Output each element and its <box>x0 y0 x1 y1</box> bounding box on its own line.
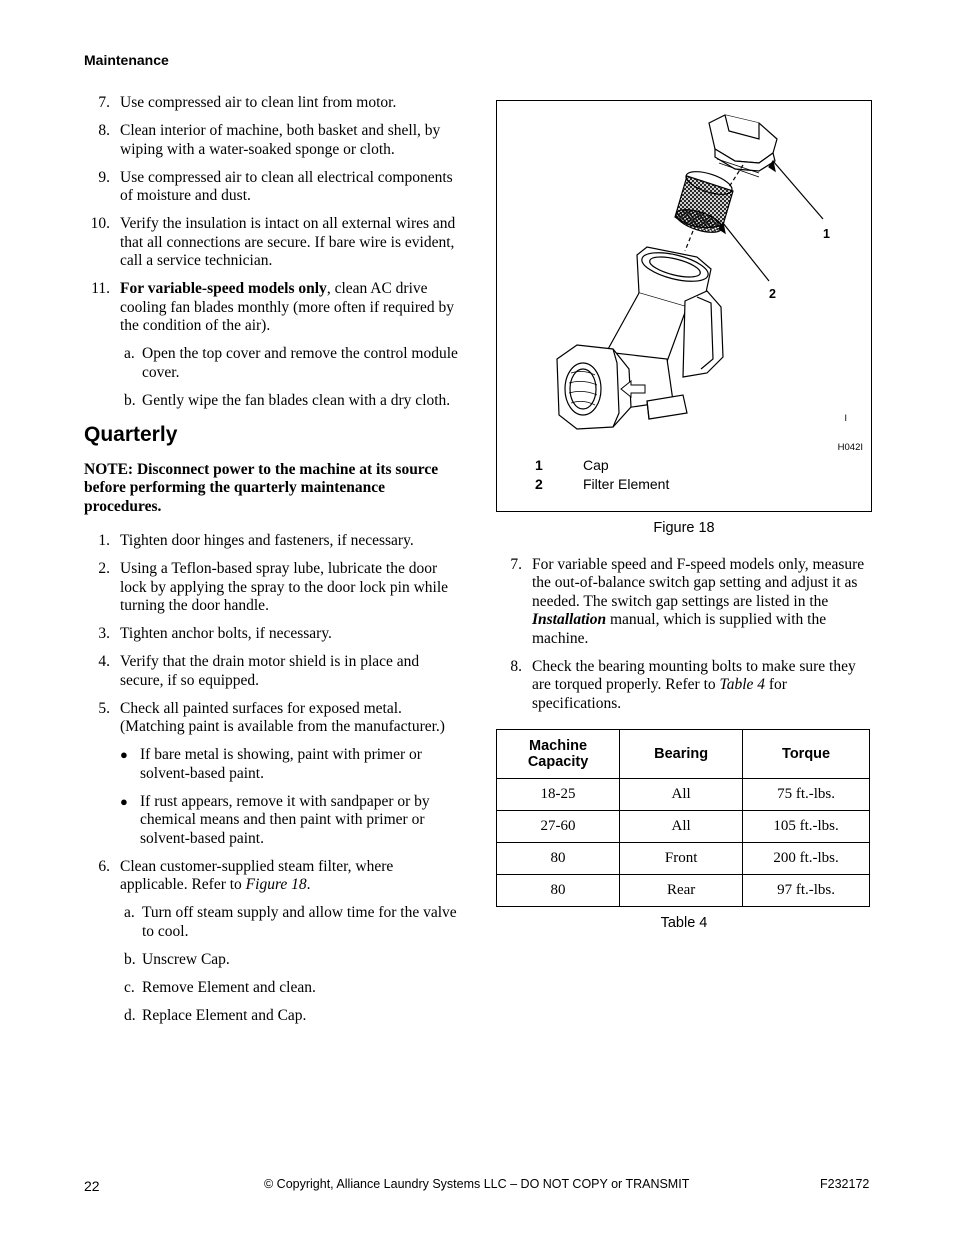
installation-manual-reference: Installation <box>532 611 607 628</box>
q-step-6-sub-d: d. Replace Element and Cap. <box>124 1006 307 1024</box>
monthly-steps-list <box>84 94 464 410</box>
col-header-capacity: Machine Capacity <box>497 730 620 779</box>
col-header-bearing: Bearing <box>620 730 743 779</box>
q-step-6-sub-b: b. Unscrew Cap. <box>124 950 230 968</box>
figure-id: H042I <box>837 442 863 453</box>
table-row: 27-60 All 105 ft.-lbs. <box>497 811 870 843</box>
document-id: F232172 <box>820 1177 870 1191</box>
legend-row: 2 Filter Element <box>535 476 670 492</box>
step-11: 11. For variable-speed models only, clean AC drive cooling fan blades monthly (more often if required by the condition of the air). <box>91 280 455 334</box>
table-reference-link[interactable]: Table 4 <box>719 676 766 693</box>
copyright-notice: © Copyright, Alliance Laundry Systems LLC – DO NOT COPY or TRANSMIT <box>264 1177 690 1191</box>
table-row: 18-25 All 75 ft.-lbs. <box>497 779 870 811</box>
table-header-row <box>497 730 870 779</box>
bullet-icon: ● <box>120 747 128 762</box>
col-header-torque: Torque <box>743 730 870 779</box>
q-step-6: 6. Clean customer-supplied steam filter, where applicable. Refer to Figure 18. <box>98 857 394 893</box>
step-10: 10. Verify the insulation is intact on all external wires and that all connections are secure. If bare wire is evident, call a service technician. <box>90 215 456 269</box>
q-step-6-sub-a: a. Turn off steam supply and allow time for the valve to cool. <box>124 904 457 940</box>
q-step-5-bullet-2: ● If rust appears, remove it with sandpaper or by chemical means and then paint with primer or solvent-based paint. <box>120 792 430 847</box>
callout-1: 1 <box>823 227 830 241</box>
q-step-3: 3. Tighten anchor bolts, if necessary. <box>98 625 332 642</box>
steam-filter-illustration <box>497 101 871 451</box>
figure-caption: Figure 18 <box>653 520 715 536</box>
step-11-sub-b: b. Gently wipe the fan blades clean with a dry cloth. <box>124 391 451 409</box>
q-step-1: 1. Tighten door hinges and fasteners, if necessary. <box>98 532 414 549</box>
q-step-5: 5. Check all painted surfaces for exposed metal. (Matching paint is available from the manufacturer.) <box>98 699 445 735</box>
step-11-emphasis: For variable-speed models only <box>120 280 327 297</box>
figure-tick-mark: I <box>844 413 847 423</box>
step-8: 8. Clean interior of machine, both basket and shell, by wiping with a water-soaked sponge or cloth. <box>98 122 441 158</box>
figure-18-box <box>496 100 872 512</box>
step-11-sub-a: a. Open the top cover and remove the control module cover. <box>124 345 458 381</box>
right-column <box>496 100 874 933</box>
r-step-8: 8. Check the bearing mounting bolts to make sure they are torqued properly. Refer to Table 4 for specifications. <box>510 657 856 712</box>
q-step-6-sub-c: c. Remove Element and clean. <box>124 978 316 996</box>
table-caption: Table 4 <box>660 915 708 931</box>
quarterly-steps-list <box>84 532 464 1025</box>
figure-legend <box>535 456 669 494</box>
cap-part <box>709 115 777 177</box>
q-step-4: 4. Verify that the drain motor shield is in place and secure, if so equipped. <box>98 653 420 689</box>
step-9: 9. Use compressed air to clean all electrical components of moisture and dust. <box>98 168 453 204</box>
r-step-7: 7. For variable speed and F-speed models only, measure the out-of-balance switch gap setting and adjust it as needed. The switch gap settings are listed in the Installation manual, which is supplied with the machine. <box>510 555 865 647</box>
bullet-icon: ● <box>120 793 128 809</box>
section-header: Maintenance <box>84 52 169 68</box>
table-row: 80 Front 200 ft.-lbs. <box>497 843 870 875</box>
callout-2: 2 <box>769 287 776 301</box>
table-row: 80 Rear 97 ft.-lbs. <box>497 875 870 907</box>
left-column <box>84 94 464 1035</box>
valve-body <box>557 247 723 429</box>
legend-row: 1 Cap <box>535 457 609 473</box>
safety-note: NOTE: Disconnect power to the machine at its source before performing the quarterly maintenance procedures. <box>84 460 439 515</box>
page-number: 22 <box>84 1178 100 1194</box>
step-7: 7. Use compressed air to clean lint from motor. <box>98 94 397 111</box>
quarterly-heading: Quarterly <box>84 423 178 446</box>
torque-table <box>496 729 870 907</box>
figure-reference-link[interactable]: Figure 18 <box>245 876 307 893</box>
q-step-5-bullet-1: ● If bare metal is showing, paint with primer or solvent-based paint. <box>120 746 422 782</box>
q-step-2: 2. Using a Teflon-based spray lube, lubricate the door lock by applying the spray to the door lock pin while turning the door handle. <box>98 560 449 614</box>
